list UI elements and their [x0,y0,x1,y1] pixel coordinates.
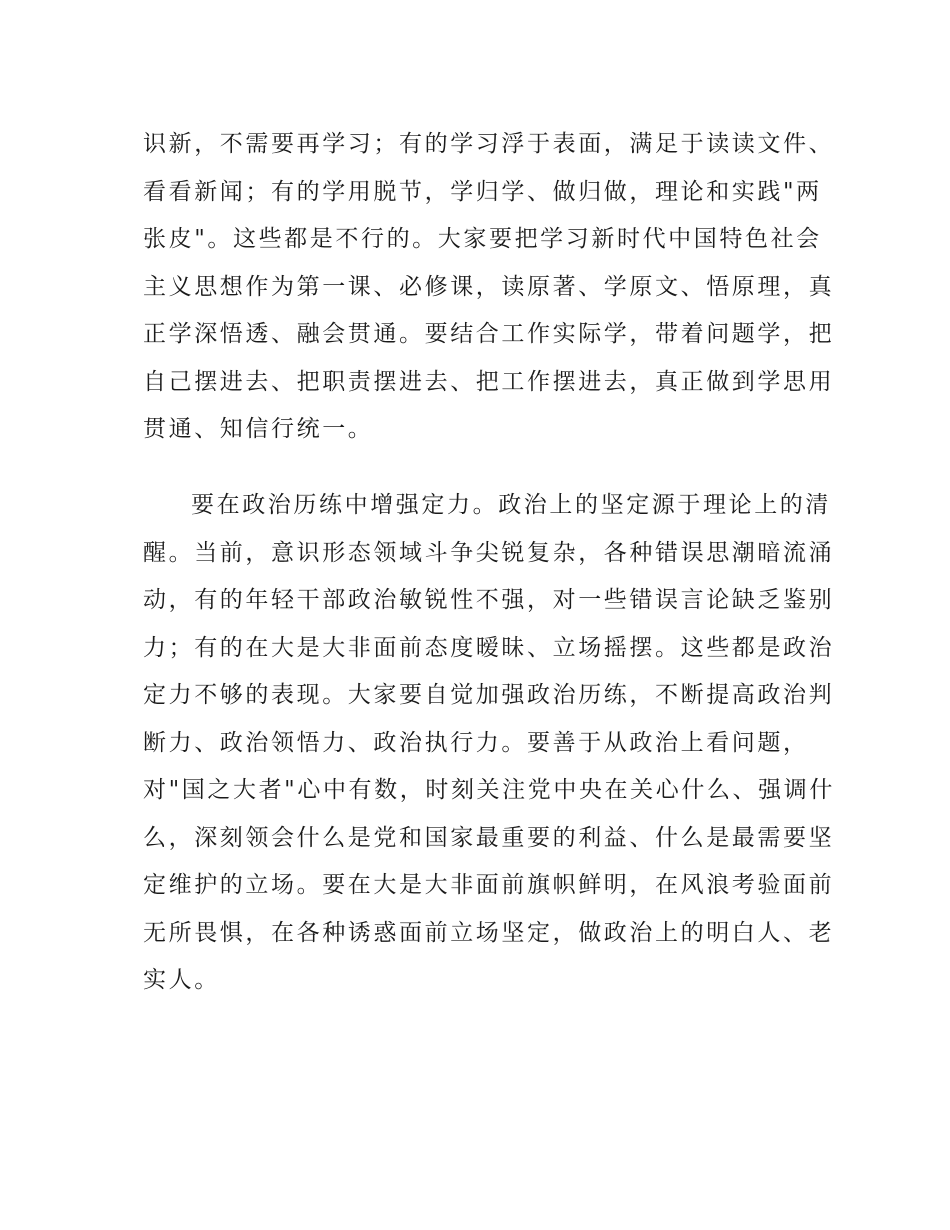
text-line: 正学深悟透、融会贯通。要结合工作实际学，带着问题学，把 [143,321,835,347]
text-line: 看看新闻；有的学用脱节，学归学、做归做，理论和实践"两 [143,178,822,205]
text-line: 对"国之大者"心中有数，时刻关注党中央在关心什么、强调什 [143,777,835,803]
text-line: 定力不够的表现。大家要自觉加强政治历练，不断提高政治判 [143,682,835,708]
text-line: 定维护的立场。要在大是大非面前旗帜鲜明，在风浪考验面前 [143,872,835,898]
text-line: 无所畏惧，在各种诱惑面前立场坚定，做政治上的明白人、老 [143,919,835,946]
paragraph-political-training [143,482,835,1005]
text-line: 断力、政治领悟力、政治执行力。要善于从政治上看问题， [143,729,809,756]
text-line: 张皮"。这些都是不行的。大家要把学习新时代中国特色社会 [143,226,822,252]
paragraph-study [143,121,835,454]
text-line: 实人。 [143,967,220,993]
text-line: 醒。当前，意识形态领域斗争尖锐复杂，各种错误思潮暗流涌 [143,539,835,566]
text-line: 自己摆进去、把职责摆进去、把工作摆进去，真正做到学思用 [143,368,835,395]
text-line-first: 要在政治历练中增强定力。政治上的坚定源于理论上的清 [191,492,831,518]
text-line: 识新，不需要再学习；有的学习浮于表面，满足于读读文件、 [143,131,835,157]
text-line: 力；有的在大是大非面前态度暧昧、立场摇摆。这些都是政治 [143,634,835,661]
text-line: 么，深刻领会什么是党和国家最重要的利益、什么是最需要坚 [143,824,835,851]
text-line: 动，有的年轻干部政治敏锐性不强，对一些错误言论缺乏鉴别 [143,587,835,613]
text-line: 主义思想作为第一课、必修课，读原著、学原文、悟原理，真 [143,273,835,300]
text-line: 贯通、知信行统一。 [143,416,374,442]
